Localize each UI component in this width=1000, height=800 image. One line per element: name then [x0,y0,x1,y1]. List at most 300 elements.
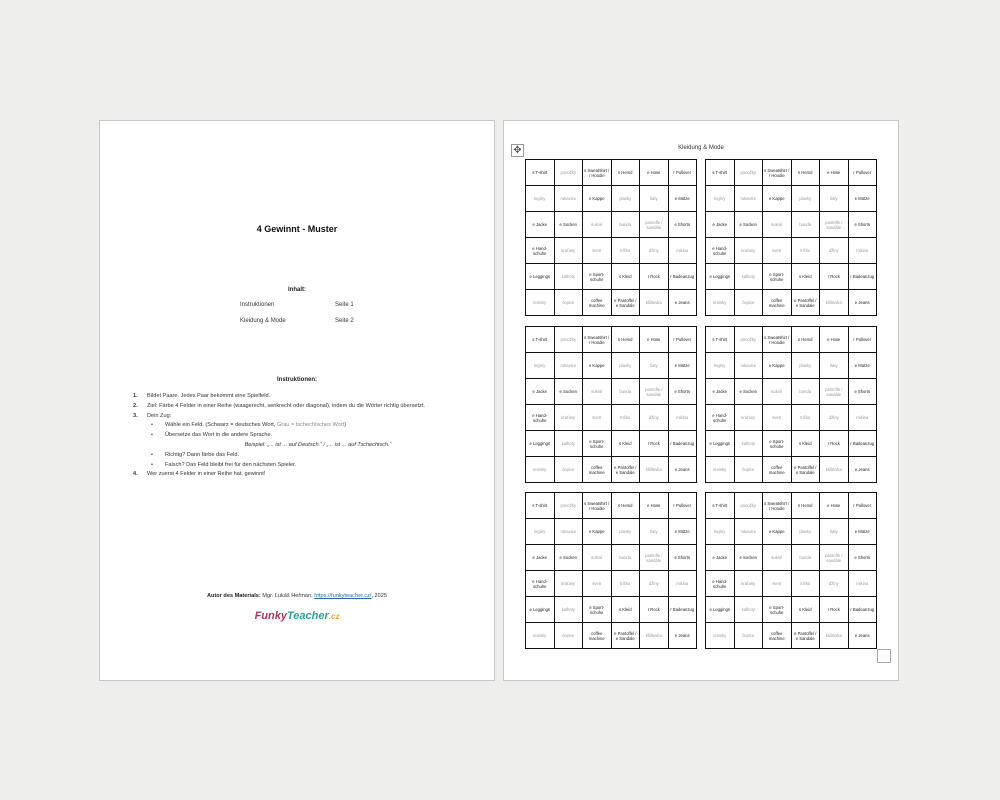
board-cell[interactable]: mikina [848,238,877,264]
author-year: , 2025 [371,593,388,599]
board-cell[interactable]: plavky [791,353,820,379]
board-cell[interactable]: džíny [640,571,669,597]
board-cell[interactable]: svetr [583,238,612,264]
board-cell[interactable]: šaty [820,519,849,545]
board-cell[interactable]: e Pantoffel / e Sandale [791,623,820,649]
board-cell[interactable]: e Hose [640,327,669,353]
board-row [526,160,697,186]
board-cell[interactable]: r Pullover [668,327,697,353]
board-cell[interactable]: r Rock [640,431,669,457]
board-row [526,493,697,519]
board-cell[interactable]: ponožky [554,493,583,519]
board-cell[interactable]: bunda [791,379,820,405]
board-row [526,290,697,316]
board-row [526,519,697,545]
board-cell[interactable]: e Hose [820,160,849,186]
board-row [526,353,697,379]
board-cell[interactable]: tenisky [706,290,735,316]
board-cell[interactable]: bunda [611,212,640,238]
board-cell[interactable]: ponožky [734,327,763,353]
board-cell[interactable]: r Pullover [848,493,877,519]
board-row [706,457,877,483]
board-cell[interactable]: rukavice [554,186,583,212]
board-cell[interactable]: e Sport-schuhe [763,264,792,290]
board-cell[interactable]: coffee machine [763,290,792,316]
board-row [706,379,877,405]
board-row [526,571,697,597]
board-row [706,493,877,519]
board-cell[interactable]: sukně [583,212,612,238]
board-cell[interactable]: s T-shirt [526,493,555,519]
board-cell[interactable]: s T-shirt [706,493,735,519]
board-cell[interactable]: e Hose [820,493,849,519]
board-cell[interactable]: e Mütze [668,519,697,545]
board-cell[interactable]: džíny [820,405,849,431]
board-cell[interactable]: e Jacke [706,379,735,405]
board-row [526,212,697,238]
step-text: Ziel: Färbe 4 Felder in einer Reihe (waagerecht, senkrecht oder diagonal), indem du die Wörter richtig übersetzt. [147,402,425,409]
board-cell[interactable]: kšiltovka [640,457,669,483]
board-cell[interactable]: bunda [791,545,820,571]
toc-page: Seite 2 [335,318,354,324]
board-row [706,405,877,431]
board-cell[interactable]: legíny [706,519,735,545]
instructions-heading: Instruktionen: [277,377,317,383]
board-row [526,431,697,457]
board-cell[interactable]: plavky [611,353,640,379]
board-cell[interactable]: plavky [791,186,820,212]
board-cell[interactable]: e Sport-schuhe [583,597,612,623]
board-cell[interactable]: kalhoty [554,431,583,457]
game-board [525,326,697,483]
board-cell[interactable]: s T-shirt [526,160,555,186]
board-cell[interactable]: svetr [763,571,792,597]
board-cell[interactable]: r Badeanzug [668,597,697,623]
board-cell[interactable]: mikina [848,405,877,431]
board-cell[interactable]: tenisky [706,623,735,649]
board-cell[interactable]: s Hemd [611,493,640,519]
board-cell[interactable]: kšiltovka [820,623,849,649]
board-cell[interactable]: e Sport-schuhe [763,597,792,623]
board-cell[interactable]: pantofle / sandále [640,212,669,238]
board-cell[interactable]: čepice [554,290,583,316]
board-cell[interactable]: šaty [640,519,669,545]
board-cell[interactable]: džíny [640,405,669,431]
board-cell[interactable]: svetr [583,405,612,431]
board-cell[interactable]: tričko [791,571,820,597]
board-cell[interactable]: r Pullover [668,160,697,186]
substep-grey-text: Grau = tschechisches Wort [276,422,345,429]
board-cell[interactable]: tenisky [526,623,555,649]
funkyteacher-logo [100,610,494,622]
board-cell[interactable]: e Leggings [706,264,735,290]
board-cell[interactable]: kraťasy [734,405,763,431]
board-cell[interactable]: r Rock [820,431,849,457]
board-cell[interactable]: s Kleid [611,264,640,290]
board-cell[interactable]: e Pantoffel / e Sandale [611,457,640,483]
board-cell[interactable]: r Pullover [848,327,877,353]
board-cell[interactable]: e Leggings [526,431,555,457]
board-cell[interactable]: e Shorts [848,379,877,405]
board-cell[interactable]: s Hemd [611,160,640,186]
step [133,392,463,402]
board-cell[interactable]: bunda [611,379,640,405]
board-cell[interactable]: kalhoty [554,597,583,623]
step-number: 3. [133,412,138,419]
substep-text: Richtig? Dann färbe das Feld. [165,451,240,458]
game-board [705,159,877,316]
board-cell[interactable]: šaty [820,353,849,379]
step-text: Bildet Paare. Jedes Paar bekommt eine Spielfeld. [147,393,271,399]
board-row [706,353,877,379]
board-row [526,238,697,264]
substep [133,461,463,471]
board-row [526,405,697,431]
board-cell[interactable]: r Badeanzug [848,597,877,623]
board-row [706,519,877,545]
board-cell[interactable]: rukavice [734,186,763,212]
board-cell[interactable]: s Hemd [791,327,820,353]
board-cell[interactable]: kraťasy [734,571,763,597]
board-cell[interactable]: čepice [554,623,583,649]
board-cell[interactable]: e Hose [640,493,669,519]
board-cell[interactable]: e Mütze [848,519,877,545]
board-cell[interactable]: mikina [668,238,697,264]
board-cell[interactable]: e Pantoffel / e Sandale [791,457,820,483]
board-cell[interactable]: r Rock [640,264,669,290]
board-row [706,623,877,649]
board-cell[interactable]: e Jeans [848,290,877,316]
board-row [526,545,697,571]
board-cell[interactable]: e Hand-schuhe [526,405,555,431]
example-text: Beispiel: „... ist ... auf Deutsch.“ / „... ist ... auf Tschechisch.“ [244,441,392,448]
board-cell[interactable]: kšiltovka [640,623,669,649]
board-cell[interactable]: e Leggings [706,431,735,457]
board-cell[interactable]: legíny [526,353,555,379]
board-cell[interactable]: ponožky [734,493,763,519]
board-cell[interactable]: e Shorts [848,212,877,238]
board-row [706,264,877,290]
board-row [526,327,697,353]
board-cell[interactable]: kšiltovka [820,290,849,316]
board-cell[interactable]: šaty [640,353,669,379]
board-cell[interactable]: sukně [763,545,792,571]
board-cell[interactable]: s Sweatshirt / r Hoodie [583,160,612,186]
board-cell[interactable]: e Jeans [848,623,877,649]
game-board [525,159,697,316]
board-cell[interactable]: tričko [611,238,640,264]
board-cell[interactable]: e Mütze [668,186,697,212]
board-cell[interactable]: mikina [668,405,697,431]
board-cell[interactable]: sukně [583,379,612,405]
board-cell[interactable]: kalhoty [554,264,583,290]
board-cell[interactable]: s Kleid [611,597,640,623]
board-cell[interactable]: bunda [791,212,820,238]
substep-text: Falsch? Das Feld bleibt frei für den nächsten Spieler. [165,461,297,468]
board-cell[interactable]: s Hemd [611,327,640,353]
board-row [526,623,697,649]
table-resize-handle[interactable] [877,649,891,663]
board-cell[interactable]: e Sport-schuhe [763,431,792,457]
board-cell[interactable]: e Sport-schuhe [583,431,612,457]
page-2 [503,120,899,681]
board-row [526,186,697,212]
board-cell[interactable]: e Mütze [848,353,877,379]
board-cell[interactable]: bunda [611,545,640,571]
board-cell[interactable]: e Jacke [526,545,555,571]
board-cell[interactable]: e Hand-schuhe [526,238,555,264]
toc-entry [240,302,380,308]
board-cell[interactable]: pantofle / sandále [820,379,849,405]
board-cell[interactable]: e Shorts [848,545,877,571]
board-cell[interactable]: s Kleid [791,431,820,457]
board-cell[interactable]: e Leggings [526,264,555,290]
board-cell[interactable]: e Kappe [763,519,792,545]
author-name: Mgr. Lukáš Heřman, [260,593,315,599]
board-cell[interactable]: coffee machine [583,457,612,483]
board-cell[interactable]: šaty [820,186,849,212]
board-cell[interactable]: e Jacke [706,545,735,571]
board-cell[interactable]: r Badeanzug [848,264,877,290]
game-board [525,492,697,649]
board-cell[interactable]: s T-shirt [706,327,735,353]
board-cell[interactable]: legíny [526,186,555,212]
board-cell[interactable]: e Socken [554,379,583,405]
substep [133,431,463,441]
board-cell[interactable]: sukně [583,545,612,571]
board-cell[interactable]: ponožky [554,327,583,353]
board-cell[interactable]: coffee machine [583,290,612,316]
board-cell[interactable]: čepice [734,457,763,483]
toc-label: Kleidung & Mode [240,318,286,324]
board-cell[interactable]: s Hemd [791,493,820,519]
substep-text-end: ) [344,422,347,429]
board-cell[interactable]: coffee machine [763,457,792,483]
board-row [526,264,697,290]
board-row [526,457,697,483]
board-cell[interactable]: s Sweatshirt / r Hoodie [763,493,792,519]
board-cell[interactable]: tričko [791,405,820,431]
board-cell[interactable]: coffee machine [583,623,612,649]
board-cell[interactable]: sukně [763,212,792,238]
board-cell[interactable]: s T-shirt [526,327,555,353]
board-cell[interactable]: e Jacke [526,379,555,405]
board-cell[interactable]: plavky [611,519,640,545]
step-number: 4. [133,471,138,478]
board-cell[interactable]: tenisky [706,457,735,483]
contents-heading: Inhalt: [288,287,306,293]
board-cell[interactable]: kraťasy [554,571,583,597]
board-cell[interactable]: e Shorts [668,379,697,405]
board-cell[interactable]: e Jeans [848,457,877,483]
board-cell[interactable]: rukavice [734,353,763,379]
step [133,470,463,480]
substep [133,451,463,461]
board-cell[interactable]: e Shorts [668,545,697,571]
board-row [706,327,877,353]
board-cell[interactable]: e Kappe [583,186,612,212]
board-cell[interactable]: e Kappe [763,186,792,212]
board-cell[interactable]: e Jeans [668,290,697,316]
step [133,412,463,422]
board-cell[interactable]: kšiltovka [640,290,669,316]
board-cell[interactable]: e Hand-schuhe [526,571,555,597]
board-cell[interactable]: pantofle / sandále [640,379,669,405]
board-cell[interactable]: r Rock [640,597,669,623]
board-cell[interactable]: e Hand-schuhe [706,571,735,597]
board-cell[interactable]: r Pullover [668,493,697,519]
logo-part: .cz [328,612,340,621]
board-cell[interactable]: e Hose [640,160,669,186]
board-cell[interactable]: e Jacke [706,212,735,238]
board-cell[interactable]: legíny [526,519,555,545]
board-cell[interactable]: e Jeans [668,457,697,483]
document-title: 4 Gewinnt - Muster [256,224,338,234]
board-cell[interactable]: tenisky [526,290,555,316]
page-1 [99,120,495,681]
board-cell[interactable]: e Kappe [583,353,612,379]
board-cell[interactable]: s Sweatshirt / r Hoodie [583,327,612,353]
board-cell[interactable]: r Rock [820,264,849,290]
board-cell[interactable]: legíny [706,353,735,379]
board-cell[interactable]: e Kappe [763,353,792,379]
step [133,402,463,412]
substep [133,421,463,431]
board-cell[interactable]: rukavice [734,519,763,545]
board-cell[interactable]: s Kleid [791,264,820,290]
logo-part: Funky [254,610,287,622]
board-cell[interactable]: e Shorts [668,212,697,238]
board-cell[interactable]: r Pullover [848,160,877,186]
board-cell[interactable]: e Mütze [668,353,697,379]
board-cell[interactable]: svetr [763,405,792,431]
board-cell[interactable]: tenisky [526,457,555,483]
board-cell[interactable]: s Kleid [791,597,820,623]
board-cell[interactable]: e Jacke [526,212,555,238]
board-cell[interactable]: plavky [611,186,640,212]
board-cell[interactable]: mikina [668,571,697,597]
board-cell[interactable]: e Pantoffel / e Sandale [611,290,640,316]
board-cell[interactable]: s Sweatshirt / r Hoodie [763,160,792,186]
board-cell[interactable]: rukavice [554,519,583,545]
board-cell[interactable]: e Socken [734,379,763,405]
board-cell[interactable]: plavky [791,519,820,545]
board-cell[interactable]: kraťasy [734,238,763,264]
board-cell[interactable]: coffee machine [763,623,792,649]
board-cell[interactable]: r Rock [820,597,849,623]
board-cell[interactable]: s Kleid [611,431,640,457]
board-cell[interactable]: s Sweatshirt / r Hoodie [763,327,792,353]
step-number: 1. [133,393,138,399]
board-cell[interactable]: svetr [583,571,612,597]
board-cell[interactable]: s Hemd [791,160,820,186]
sheet-title: Kleidung & Mode [678,145,724,151]
table-move-handle-icon[interactable]: ✥ [511,144,524,157]
author-label: Autor des Materials: [206,593,261,599]
board-cell[interactable]: e Jeans [668,623,697,649]
instructions-list [133,392,463,480]
board-cell[interactable]: e Mütze [848,186,877,212]
board-cell[interactable]: ponožky [554,160,583,186]
board-cell[interactable]: r Badeanzug [668,431,697,457]
step-text: Dein Zug: [147,412,172,419]
toc-entry [240,318,380,324]
board-cell[interactable]: svetr [763,238,792,264]
board-cell[interactable]: kalhoty [734,264,763,290]
bullet-icon: • [151,432,153,439]
board-cell[interactable]: kraťasy [554,238,583,264]
toc-page: Seite 1 [335,302,354,308]
step-text: Wer zuerst 4 Felder in einer Reihe hat, gewinnt! [147,471,266,478]
board-cell[interactable]: mikina [848,571,877,597]
board-cell[interactable]: e Leggings [526,597,555,623]
board-row [706,545,877,571]
board-cell[interactable]: e Socken [554,212,583,238]
board-cell[interactable]: e Hand-schuhe [706,405,735,431]
board-cell[interactable]: ponožky [734,160,763,186]
toc-label: Instruktionen [240,302,275,308]
board-cell[interactable]: kraťasy [554,405,583,431]
board-cell[interactable]: rukavice [554,353,583,379]
game-board [705,326,877,483]
board-cell[interactable]: e Hose [820,327,849,353]
board-cell[interactable]: legíny [706,186,735,212]
board-cell[interactable]: džíny [820,571,849,597]
board-cell[interactable]: sukně [763,379,792,405]
board-cell[interactable]: s Sweatshirt / r Hoodie [583,493,612,519]
board-cell[interactable]: tričko [791,238,820,264]
board-cell[interactable]: šaty [640,186,669,212]
bullet-icon: • [151,451,153,458]
board-cell[interactable]: r Badeanzug [848,431,877,457]
board-cell[interactable]: kalhoty [734,431,763,457]
board-cell[interactable]: e Leggings [706,597,735,623]
board-row [526,597,697,623]
board-cell[interactable]: čepice [734,623,763,649]
board-row [706,212,877,238]
board-cell[interactable]: s T-shirt [706,160,735,186]
board-cell[interactable]: e Pantoffel / e Sandale [611,623,640,649]
substep-text: Übersetze das Wort in die andere Sprache. [165,432,273,439]
board-cell[interactable]: džíny [640,238,669,264]
board-cell[interactable]: e Socken [734,545,763,571]
board-row [706,290,877,316]
board-cell[interactable]: e Socken [734,212,763,238]
board-cell[interactable]: e Hand-schuhe [706,238,735,264]
board-cell[interactable]: čepice [554,457,583,483]
board-cell[interactable]: e Pantoffel / e Sandale [791,290,820,316]
board-cell[interactable]: čepice [734,290,763,316]
board-cell[interactable]: e Sport-schuhe [583,264,612,290]
board-cell[interactable]: tričko [611,405,640,431]
author-line [100,593,494,599]
board-cell[interactable]: tričko [611,571,640,597]
bullet-icon: • [151,422,153,429]
board-row [706,160,877,186]
board-cell[interactable]: e Socken [554,545,583,571]
board-cell[interactable]: pantofle / sandále [640,545,669,571]
board-cell[interactable]: kalhoty [734,597,763,623]
author-link[interactable]: https://funkyteacher.cz/ [314,593,372,599]
board-row [706,597,877,623]
board-cell[interactable]: r Badeanzug [668,264,697,290]
board-cell[interactable]: pantofle / sandále [820,212,849,238]
board-cell[interactable]: kšiltovka [820,457,849,483]
board-cell[interactable]: pantofle / sandále [820,545,849,571]
board-row [706,238,877,264]
board-cell[interactable]: e Kappe [583,519,612,545]
board-cell[interactable]: džíny [820,238,849,264]
